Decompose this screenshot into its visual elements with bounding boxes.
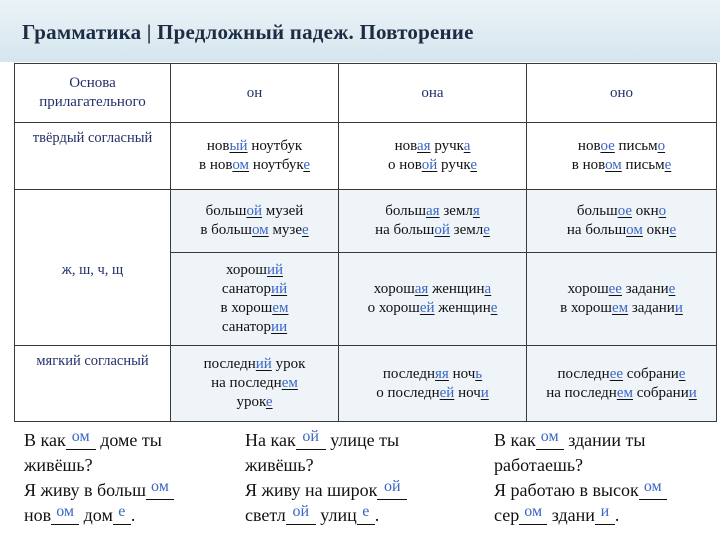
table-row — [15, 346, 717, 422]
row-label-hushing: ж, ш, ч, щ — [15, 190, 171, 346]
row-label-soft: мягкий согласный — [15, 346, 171, 422]
cell-masculine: новый ноутбук в новом ноутбуке — [171, 123, 339, 190]
title-bar — [0, 0, 720, 62]
cell-feminine: большая земля на большой земле — [339, 190, 527, 253]
table-row — [15, 190, 717, 253]
cell-masculine: последний урок на последнем уроке — [171, 346, 339, 422]
cell-neuter: хорошее задание в хорошем задании — [527, 253, 717, 346]
grammar-table — [14, 63, 717, 422]
cell-feminine: хорошая женщина о хорошей женщине — [339, 253, 527, 346]
answer-gap: ом — [146, 482, 174, 500]
answer-gap: ом — [51, 507, 79, 525]
answer-gap: ом — [66, 432, 96, 450]
exercise-column-2: На как ой улице ты живёшь? Я живу на широк ой светл ой улиц е . — [245, 428, 407, 528]
cell-neuter: большое окно на большом окне — [527, 190, 717, 253]
cell-neuter: новое письмо в новом письме — [527, 123, 717, 190]
answer-gap: ой — [296, 432, 326, 450]
cell-masculine: хороший санаторий в хорошем санатории — [171, 253, 339, 346]
row-label-hard: твёрдый согласный — [15, 123, 171, 190]
answer-gap: ой — [377, 482, 407, 500]
answer-gap: ом — [536, 432, 564, 450]
exercise-column-3: В как ом здании ты работаешь? Я работаю в высок ом сер ом здани и . — [494, 428, 667, 528]
exercise-column-1: В как ом доме ты живёшь? Я живу в больш ом нов ом дом е . — [24, 428, 174, 528]
header-feminine: она — [339, 64, 527, 123]
answer-gap: ом — [639, 482, 667, 500]
cell-masculine: большой музей в большом музее — [171, 190, 339, 253]
page-title: Грамматика | Предложный падеж. Повторение — [22, 20, 474, 44]
table-header-row — [15, 64, 717, 123]
cell-feminine: новая ручка о новой ручке — [339, 123, 527, 190]
table-row — [15, 123, 717, 190]
exercise-section — [0, 428, 720, 540]
header-stem: Основа прилагательного — [15, 64, 171, 123]
answer-gap: и — [595, 507, 615, 525]
header-masculine: он — [171, 64, 339, 123]
cell-neuter: последнее собрание на последнем собрании — [527, 346, 717, 422]
answer-gap: е — [113, 507, 131, 525]
answer-gap: е — [357, 507, 375, 525]
answer-gap: ом — [519, 507, 547, 525]
cell-feminine: последняя ночь о последней ночи — [339, 346, 527, 422]
answer-gap: ой — [286, 507, 316, 525]
header-neuter: оно — [527, 64, 717, 123]
